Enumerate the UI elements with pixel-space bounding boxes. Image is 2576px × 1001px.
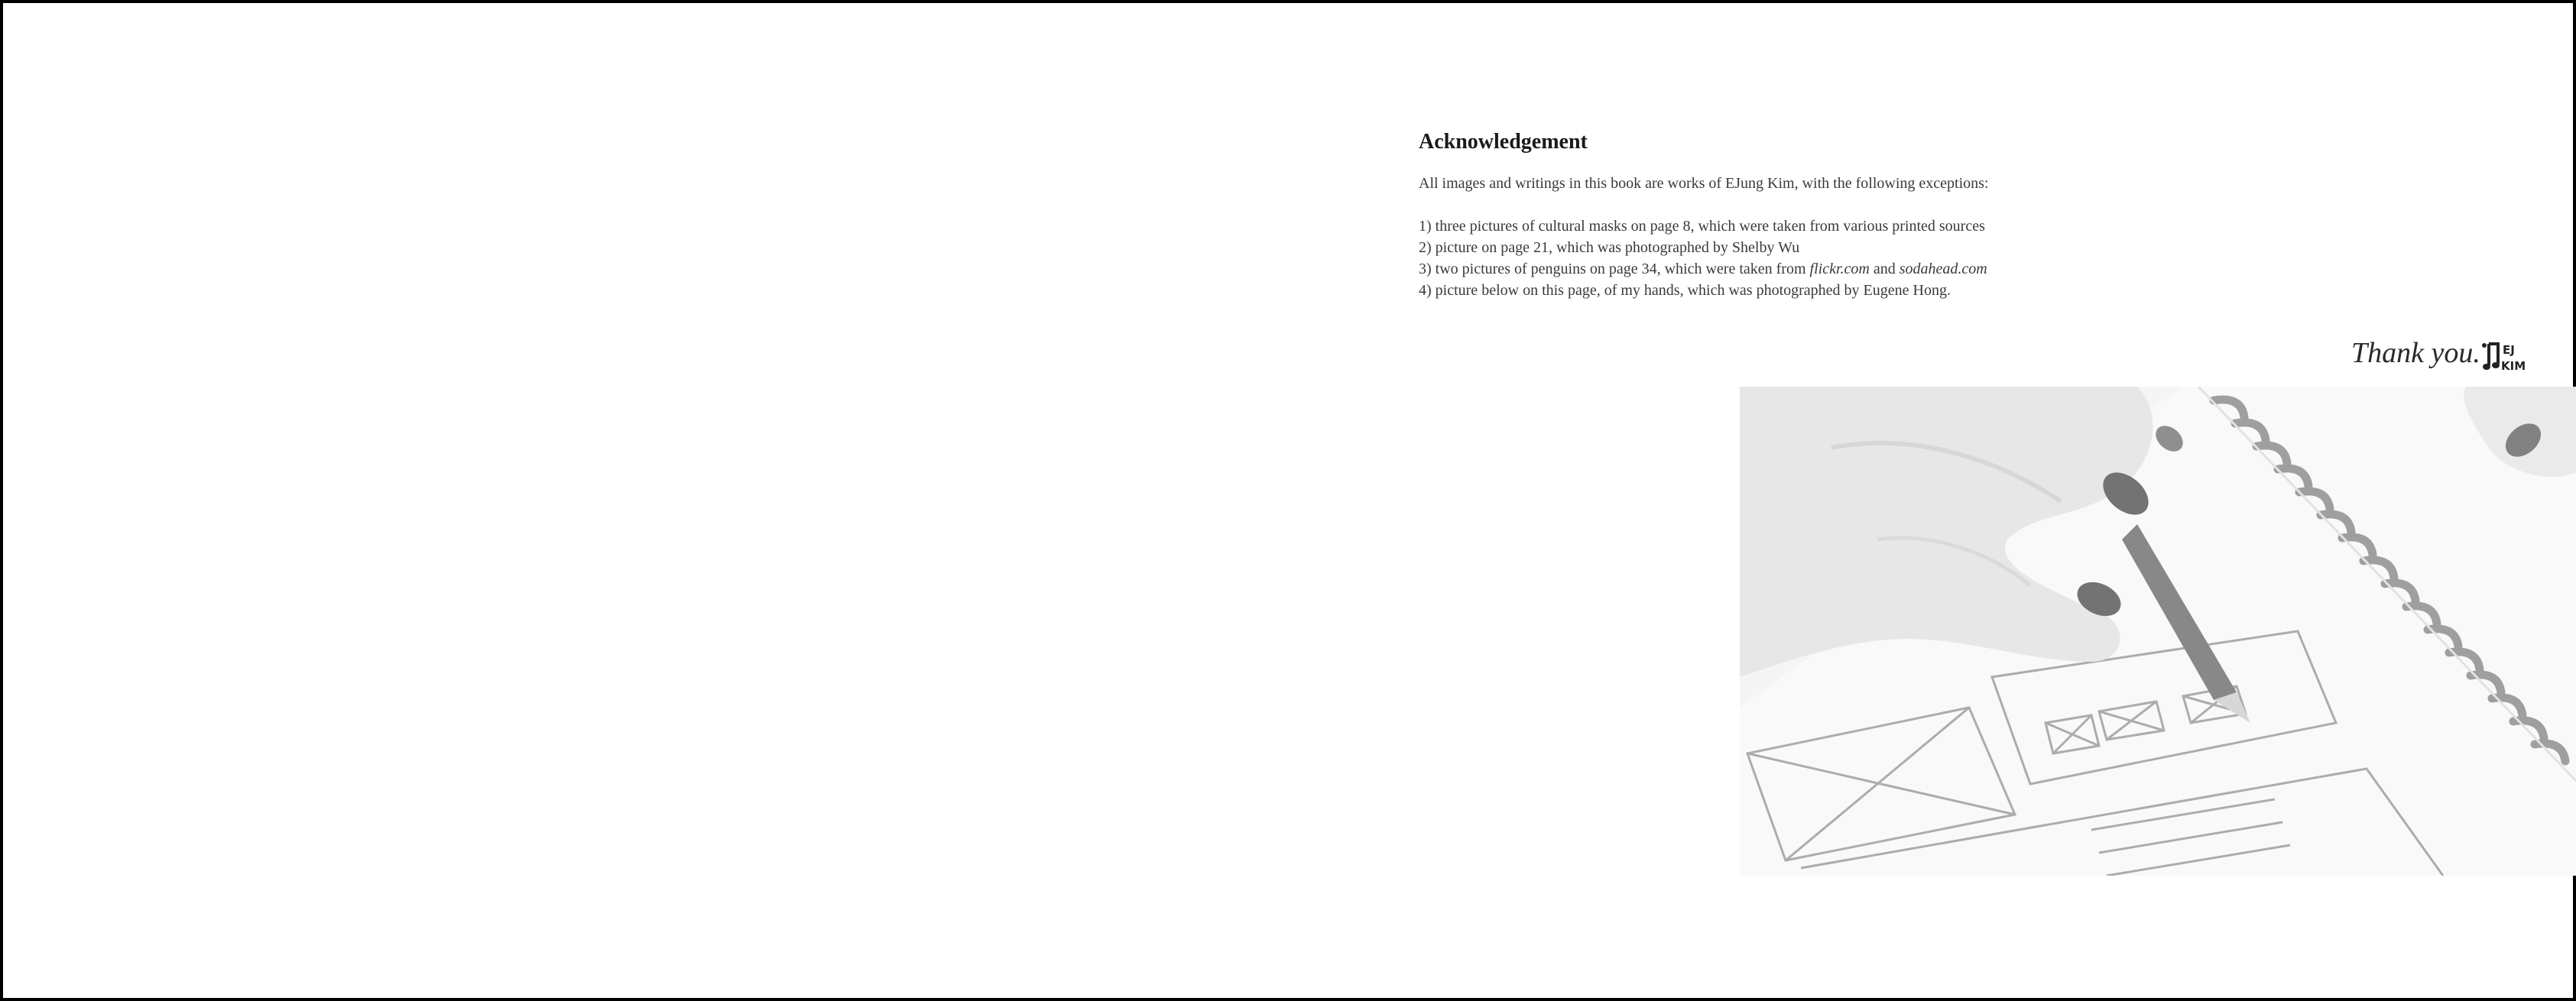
exception-item-3-text: 3) two pictures of penguins on page 34, which were taken from [1419, 261, 1810, 277]
hand-sketch-photo [1740, 387, 2576, 876]
exception-item-4: 4) picture below on this page, of my hands, which was photographed by Eugene Hong. [1419, 282, 1951, 299]
exception-item-3 [1419, 258, 1987, 280]
exception-item-2: 2) picture on page 21, which was photographed by Shelby Wu [1419, 239, 1800, 256]
thank-you-text: Thank you. [2351, 337, 2480, 369]
source-sodahead: sodahead.com [1899, 261, 1987, 277]
exceptions-list [1419, 215, 1987, 301]
exception-item-3-conjunction: and [1869, 261, 1900, 277]
source-flickr: flickr.com [1809, 261, 1870, 277]
acknowledgement-intro: All images and writings in this book are works of EJung Kim, with the following exceptions: [1419, 175, 1989, 192]
acknowledgement-title: Acknowledgement [1419, 130, 1588, 154]
exception-item-1: 1) three pictures of cultural masks on page 8, which were taken from various printed sources [1419, 218, 1985, 235]
ejkim-logo-icon [2480, 341, 2530, 373]
logo-line2: KIM [2501, 359, 2526, 373]
acknowledgement-section [1419, 125, 2489, 299]
hand-sketching-wireframe-photo-icon [1740, 387, 2576, 876]
logo-line1: EJ [2503, 343, 2515, 357]
